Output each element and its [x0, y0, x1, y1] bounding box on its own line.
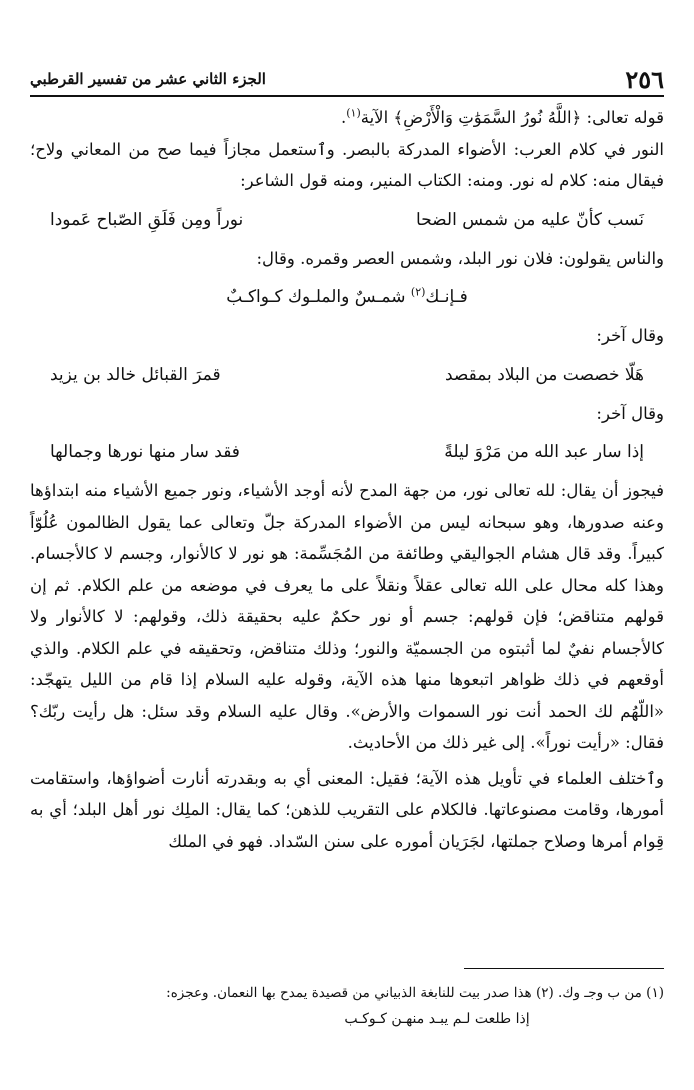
paragraph-another-said-2: وقال آخر:: [596, 403, 664, 423]
poetry-verse-3: [50, 354, 644, 396]
footnote-line-1: (١) من ب وجـ وك. (٢) هذا صدر بيت للنابغة الذبياني من قصيدة يمدح بها النعمان. وعجزه:: [166, 985, 664, 1001]
verse-3-second-hemistich: قمرَ القبائل خالد بن يزيد: [50, 364, 221, 385]
running-title: الجزء الثاني عشر من تفسير القرطبي: [30, 70, 266, 88]
verse-2-start: فـإنـك: [425, 287, 468, 307]
paragraph-another-said-1: وقال آخر:: [596, 326, 664, 345]
poetry-verse-1: [50, 199, 644, 241]
page-body: [30, 102, 664, 857]
poetry-verse-4: [50, 431, 644, 473]
verse-2-hemistich: [226, 276, 467, 318]
verse-4-second-hemistich: فقد سار منها نورها وجمالها: [50, 442, 240, 462]
poetry-verse-2: [50, 276, 644, 318]
paragraph-people-say: والناس يقولون: فلان نور البلد، وشمس العصر وقمره. وقال:: [256, 248, 664, 268]
header-rule: [30, 95, 664, 97]
verse-1-first-hemistich: نَسب كأنّ عليه من شمس الضحا: [416, 209, 644, 230]
paragraph-light-meaning: النور في كلام العرب: الأضواء المدركة بالبصر. وٱستعمل مجازاً فيما صح من المعاني ولاح؛ فيقال منه: كلام له نور. ومنه: الكتاب المنير، ومنه قول الشاعر:: [30, 139, 664, 190]
verse-1-second-hemistich: نوراً ومِن فَلَقِ الصّباح عَمودا: [50, 209, 244, 230]
footnote-marker-2: (٢): [410, 285, 426, 299]
paragraph-scholars-differ: وٱختلف العلماء في تأويل هذه الآية؛ فقيل: المعنى أي به وبقدرته أنارت أضواؤها، واستقامت أمورها، وقامت مصنوعاتها. فالكلام على التقريب للذهن؛ كما يقال: الملِك نور أهل البلد؛ أي به قِوام أمرها وصلاح جملتها، لجَرَيان أموره على سنن السّداد. فهو في الملك: [30, 768, 664, 851]
verse-3-first-hemistich: هَلّا خصصت من البلاد بمقصد: [444, 364, 644, 385]
verse-2-end: شمـسٌ والملـوك كـواكـبٌ: [226, 287, 411, 307]
verse-4-first-hemistich: إذا سار عبد الله من مَرْوَ ليلةً: [444, 442, 644, 462]
verse-citation-text: قوله تعالى: ﴿اللَّهُ نُورُ السَّمَوَٰتِ وَالْأَرْضِ﴾ الآية: [360, 108, 664, 127]
verse-citation-end: .: [340, 108, 347, 127]
footnote-rule: [464, 968, 664, 969]
paragraph-theology: فيجوز أن يقال: لله تعالى نور، من جهة المدح لأنه أوجد الأشياء، ونور جميع الأشياء منه ابتداؤها وعنه صدورها، وهو سبحانه ليس من الأضواء المدركة جلّ وتعالى عما يقول الظالمون عُلُوّاً كبيراً. وقد قال هشام الجواليقي وطائفة من المُجَسِّمة: هو نور لا كالأنوار، وجسم لا كالأجسام. وهذا كله محال على الله تعالى عقلاً ونقلاً على ما يعرف في موضعه من علم الكلام. ثم إن قولهم متناقض؛ فإن قولهم: جسم أو نور حكمٌ عليه بحقيقة ذلك، وقولهم: لا كالأنوار ولا كالأجسام نفيٌ لما أثبتوه من الجسميّة والنور؛ وذلك متناقض، وتحقيقه في علم الكلام. والذي أوقعهم في ذلك ظواهر اتبعوها منها هذه الآية، وقوله عليه السلام إذا قام من الليل يتهجّد: «اللّهُم لك الحمد أنت نور السموات والأرض». وقال عليه السلام وقد سئل: هل رأيت ربّك؟ فقال: «رأيت نوراً». إلى غير ذلك من الأحاديث.: [30, 481, 664, 752]
page-number: ٢٥٦: [625, 64, 664, 94]
verse-citation-paragraph: [30, 102, 664, 134]
page-header: [30, 62, 664, 96]
footnotes: [30, 980, 664, 1032]
footnote-marker-1: (١): [346, 106, 361, 120]
footnote-line-2: إذا طلعت لـم يبـد منهـن كـوكـب: [344, 1011, 530, 1027]
